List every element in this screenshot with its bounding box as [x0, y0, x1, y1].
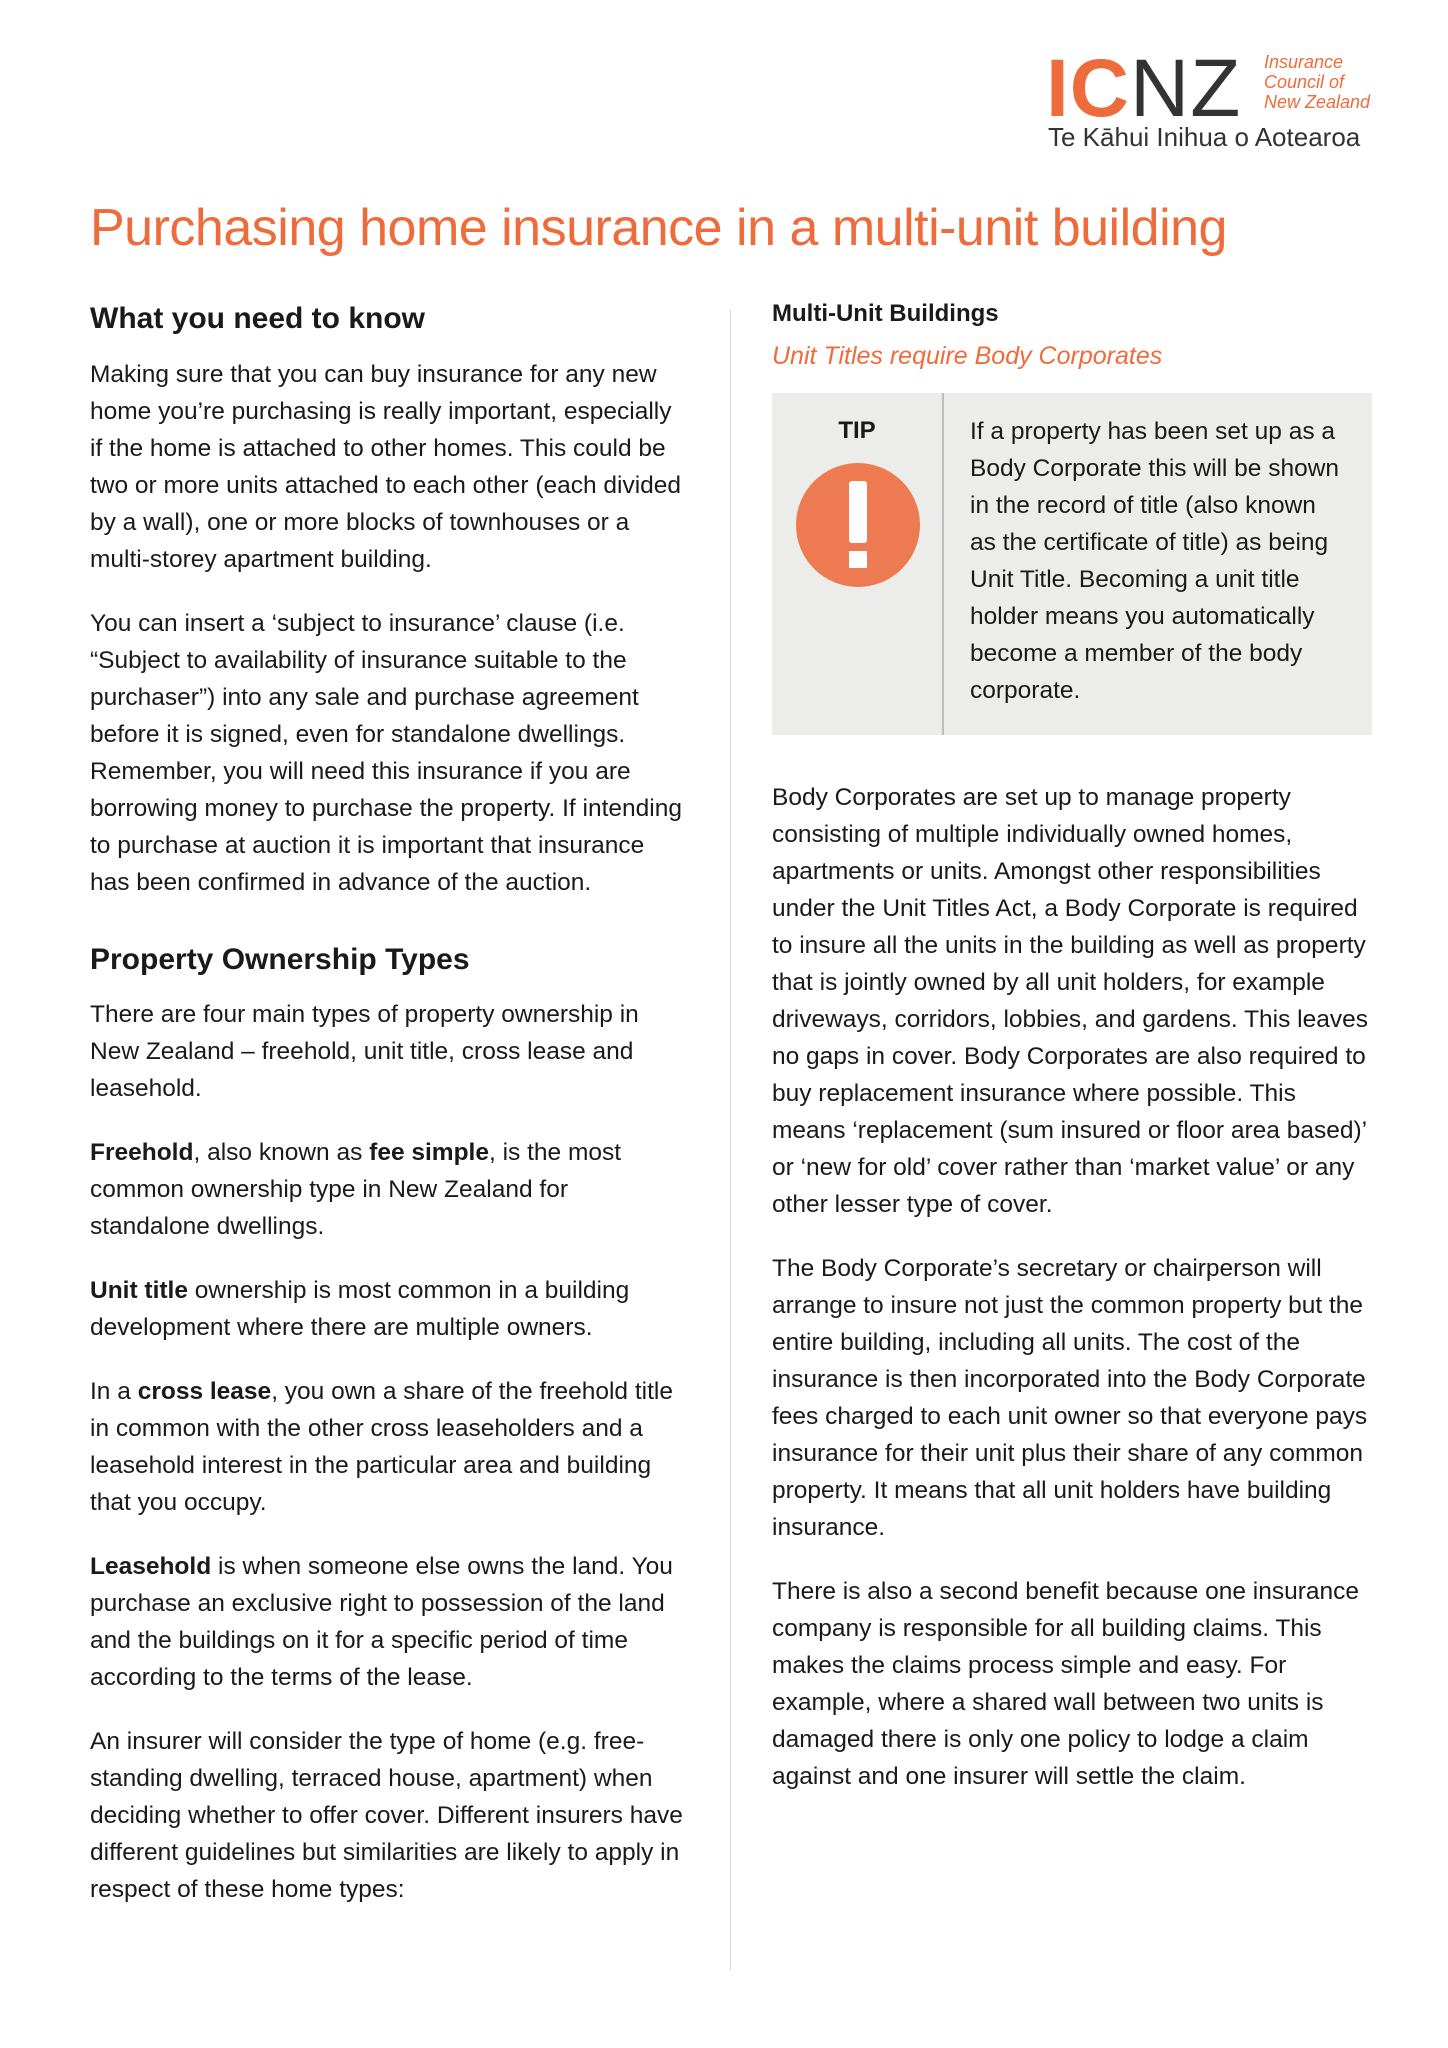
- logo-side-text: [1264, 52, 1370, 112]
- paragraph: Making sure that you can buy insurance for any new home you’re purchasing is really important, especially if the home is attached to other homes. This could be two or more units attached to each other (each divided by a wall), one or more blocks of townhouses or a multi-storey apartment building.: [90, 360, 682, 573]
- section-heading-multi-unit: Multi-Unit Buildings: [772, 300, 999, 327]
- subheading-unit-titles: Unit Titles require Body Corporates: [772, 342, 1163, 370]
- paragraph: There is also a second benefit because one insurance company is responsible for all building claims. This makes the claims process simple and easy. For example, where a shared wall between two units is damaged there is only one policy to lodge a claim against and one insurer will settle the claim.: [772, 1578, 1360, 1790]
- section-heading-what-you-need: What you need to know: [90, 302, 425, 335]
- paragraph-leasehold: [90, 1548, 690, 1696]
- text: , also known as: [193, 1139, 370, 1166]
- term-fee-simple: fee simple: [369, 1139, 489, 1166]
- text: , you own a share of the freehold title in common with the other cross leaseholders and a leasehold interest in the particular area and building that you occupy.: [90, 1378, 673, 1516]
- tip-sidebar: [772, 393, 944, 735]
- text: In a: [90, 1378, 138, 1405]
- paragraph-freehold: [90, 1134, 690, 1245]
- term-unit-title: Unit title: [90, 1277, 188, 1304]
- paragraph: There are four main types of property ownership in New Zealand – freehold, unit title, cross lease and leasehold.: [90, 1001, 639, 1102]
- logo-mark-ic: IC: [1046, 43, 1130, 134]
- page-title: Purchasing home insurance in a multi-unit building: [90, 199, 1227, 257]
- term-leasehold: Leasehold: [90, 1553, 212, 1580]
- tip-label: TIP: [838, 417, 876, 444]
- logo-side-line: Council of: [1264, 72, 1345, 92]
- paragraph-cross-lease: [90, 1373, 690, 1521]
- tip-box: [772, 393, 1372, 735]
- paragraph-unit-title: [90, 1272, 690, 1346]
- tip-text: If a property has been set up as a Body Corporate this will be shown in the record of title (also known as the certificate of title) as being Unit Title. Becoming a unit title holder means you automatically become a member of the body corporate.: [970, 418, 1340, 704]
- text: is when someone else owns the land. You purchase an exclusive right to possession of the land and the buildings on it for a specific period of time according to the terms of the lease.: [90, 1553, 673, 1691]
- left-column: [90, 300, 690, 1935]
- text: ownership is most common in a building development where there are multiple owners.: [90, 1277, 630, 1341]
- section-heading-ownership-types: Property Ownership Types: [90, 942, 470, 976]
- term-freehold: Freehold: [90, 1139, 194, 1166]
- icnz-logo: [1040, 43, 1380, 158]
- logo-mark-nz: NZ: [1130, 43, 1242, 134]
- logo-side-line: Insurance: [1264, 52, 1344, 72]
- exclamation-circle-icon: [796, 463, 920, 587]
- right-column: [772, 300, 1372, 1822]
- text: , is the most common ownership type in New Zealand for standalone dwellings.: [90, 1139, 622, 1240]
- logo-mark: [1046, 43, 1242, 134]
- paragraph: Body Corporates are set up to manage property consisting of multiple individually owned homes, apartments or units. Amongst other responsibilities under the Unit Titles Act, a Body Corporate is required to insure all the units in the building as well as property that is jointly owned by all unit holders, for example driveways, corridors, lobbies, and gardens. This leaves no gaps in cover. Body Corporates are also required to buy replacement insurance where possible. This means ‘replacement (sum insured or floor area based)’ or ‘new for old’ cover rather than ‘market value’ or any other lesser type of cover.: [772, 784, 1369, 1218]
- logo-side-line: New Zealand: [1264, 92, 1371, 112]
- logo-maori-name: Te Kāhui Inihua o Aotearoa: [1048, 122, 1361, 152]
- paragraph: An insurer will consider the type of home (e.g. free-standing dwelling, terraced house, apartment) when deciding whether to offer cover. Different insurers have different guidelines but similarities are likely to apply in respect of these home types:: [90, 1728, 683, 1903]
- column-divider: [730, 310, 731, 1970]
- paragraph: You can insert a ‘subject to insurance’ clause (i.e. “Subject to availability of insurance suitable to the purchaser”) into any sale and purchase agreement before it is signed, even for standalone dwellings. Remember, you will need this insurance if you are borrowing money to purchase the property. If intending to purchase at auction it is important that insurance has been confirmed in advance of the auction.: [90, 609, 682, 896]
- paragraph: The Body Corporate’s secretary or chairperson will arrange to insure not just the common property but the entire building, including all units. The cost of the insurance is then incorporated into the Body Corporate fees charged to each unit owner so that everyone pays insurance for their unit plus their share of any common property. It means that all unit holders have building insurance.: [772, 1255, 1368, 1541]
- term-cross-lease: cross lease: [137, 1378, 272, 1405]
